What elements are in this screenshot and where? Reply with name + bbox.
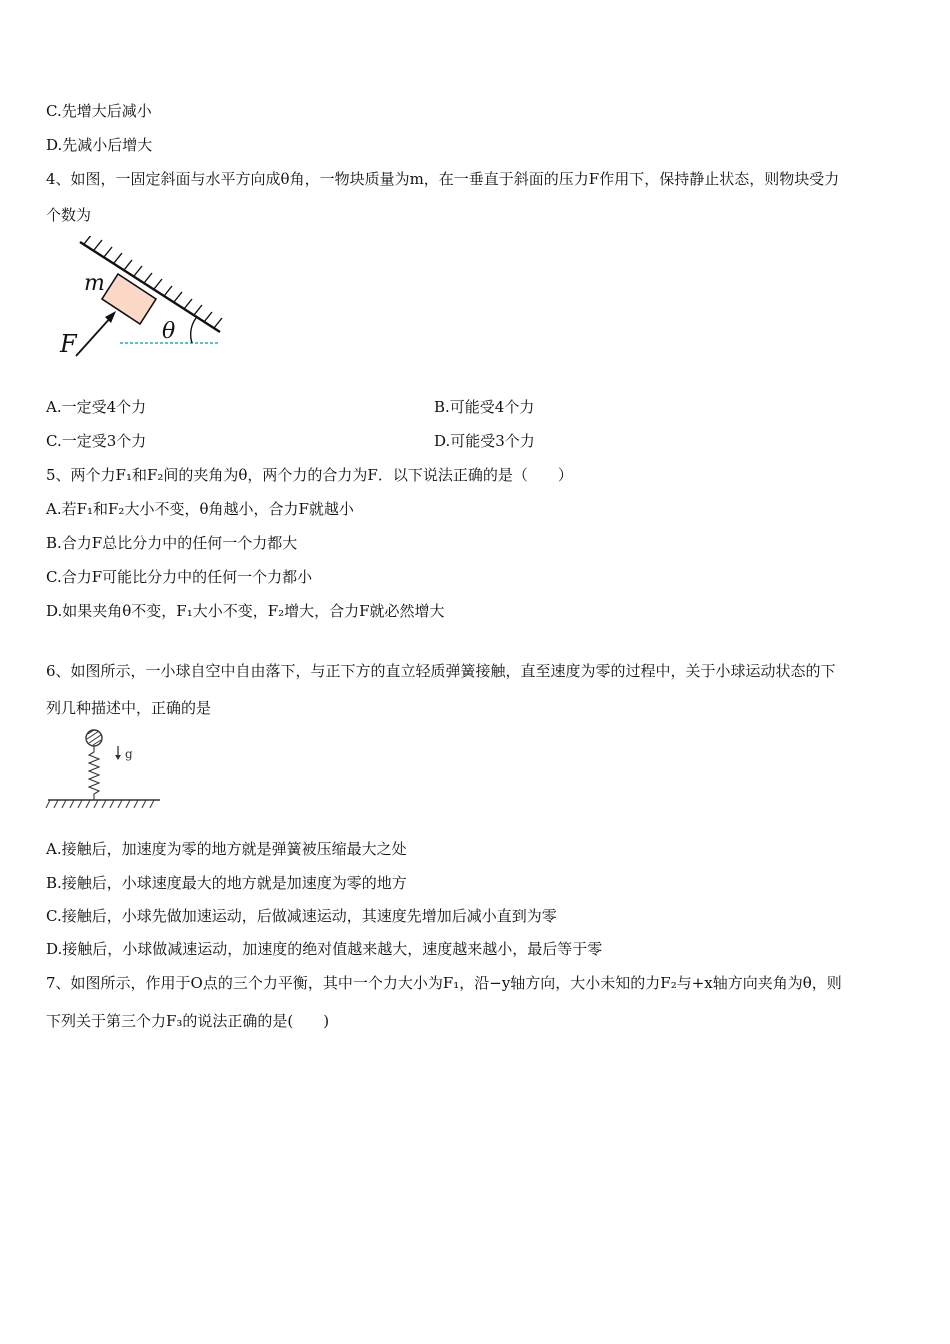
q6-option-b: B.接触后，小球速度最大的地方就是加速度为零的地方	[46, 874, 407, 892]
q7-stem-line2: 下列关于第三个力F₃的说法正确的是( )	[46, 1012, 330, 1030]
label-m: m	[84, 271, 105, 296]
ground-hatching	[46, 800, 154, 808]
incline-block-figure	[54, 236, 234, 360]
q5-option-a: A.若F₁和F₂大小不变，θ角越小，合力F就越小	[46, 500, 354, 518]
prev-option-c: C.先增大后减小	[46, 102, 152, 120]
q6-option-a: A.接触后，加速度为零的地方就是弹簧被压缩最大之处	[46, 840, 407, 858]
label-F: F	[60, 330, 77, 358]
q4-option-d: D.可能受3个力	[434, 432, 535, 450]
q5-option-b: B.合力F总比分力中的任何一个力都大	[46, 534, 298, 552]
prev-option-d: D.先减小后增大	[46, 136, 153, 154]
force-arrow	[76, 316, 112, 356]
q4-option-b: B.可能受4个力	[434, 398, 535, 416]
q6-option-c: C.接触后，小球先做加速运动，后做减速运动，其速度先增加后减小直到为零	[46, 907, 557, 925]
q5-option-d: D.如果夹角θ不变，F₁大小不变，F₂增大，合力F就必然增大	[46, 602, 445, 620]
ball-spring-figure	[44, 726, 164, 816]
q4-stem-line1: 4、如图，一固定斜面与水平方向成θ角，一物块质量为m，在一垂直于斜面的压力F作用下，保持静止状态，则物块受力	[46, 170, 840, 188]
label-theta: θ	[162, 319, 176, 344]
q5-stem: 5、两个力F₁和F₂间的夹角为θ，两个力的合力为F．以下说法正确的是（ ）	[46, 466, 573, 484]
angle-arc	[191, 318, 196, 343]
label-g: g	[125, 747, 133, 761]
q7-stem-line1: 7、如图所示，作用于O点的三个力平衡，其中一个力大小为F₁，沿−y轴方向，大小未知的力F₂与+x轴方向夹角为θ，则	[46, 974, 842, 992]
gravity-arrowhead	[115, 755, 121, 760]
q6-option-d: D.接触后，小球做减速运动，加速度的绝对值越来越大，速度越来越小，最后等于零	[46, 940, 603, 958]
q4-stem-line2: 个数为	[46, 206, 92, 224]
spring	[89, 746, 99, 800]
q6-stem-line2: 列几种描述中，正确的是	[46, 699, 212, 717]
q4-option-a: A.一定受4个力	[46, 398, 147, 416]
q6-stem-line1: 6、如图所示，一小球自空中自由落下，与正下方的直立轻质弹簧接触，直至速度为零的过程中，关于小球运动状态的下	[46, 662, 836, 680]
q4-option-c: C.一定受3个力	[46, 432, 147, 450]
q5-option-c: C.合力F可能比分力中的任何一个力都小	[46, 568, 313, 586]
